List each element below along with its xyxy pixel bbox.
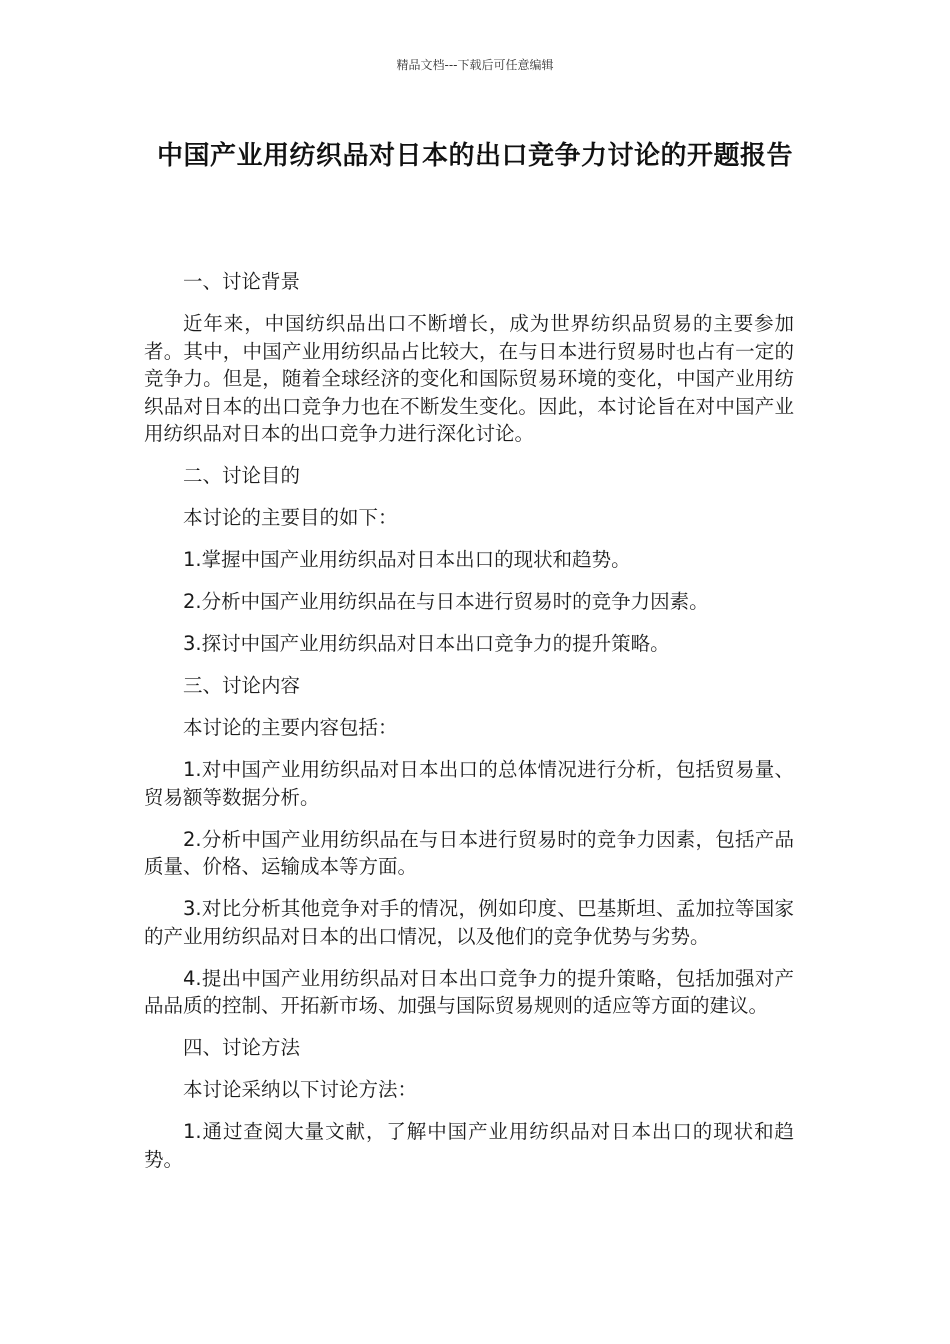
header-note: 精品文档---下载后可任意编辑	[396, 58, 554, 72]
content-item-4: 4.提出中国产业用纺织品对日本出口竞争力的提升策略，包括加强对产品品质的控制、开拓新市场、加强与国际贸易规则的适应等方面的建议。	[144, 966, 794, 1017]
method-intro: 本讨论采纳以下讨论方法：	[183, 1078, 418, 1101]
document-body	[144, 268, 794, 1188]
method-item-1: 1.通过查阅大量文献，了解中国产业用纺织品对日本出口的现状和趋势。	[144, 1120, 794, 1171]
content-item-2: 2.分析中国产业用纺织品在与日本进行贸易时的竞争力因素，包括产品质量、价格、运输成本等方面。	[144, 827, 794, 878]
content-item-1: 1.对中国产业用纺织品对日本出口的总体情况进行分析，包括贸易量、贸易额等数据分析。	[144, 758, 794, 809]
background-paragraph: 近年来，中国纺织品出口不断增长，成为世界纺织品贸易的主要参加者。其中，中国产业用纺织品占比较大，在与日本进行贸易时也占有一定的竞争力。但是，随着全球经济的变化和国际贸易环境的变化，中国产业用纺织品对日本的出口竞争力也在不断发生变化。因此，本讨论旨在对中国产业用纺织品对日本的出口竞争力进行深化讨论。	[144, 312, 794, 445]
section-heading-content: 三、讨论内容	[183, 674, 301, 697]
content-item-3: 3.对比分析其他竞争对手的情况，例如印度、巴基斯坦、孟加拉等国家的产业用纺织品对日本的出口情况，以及他们的竞争优势与劣势。	[144, 897, 794, 948]
section-heading-purpose: 二、讨论目的	[183, 464, 301, 487]
section-heading-method: 四、讨论方法	[183, 1036, 301, 1059]
purpose-item-3: 3.探讨中国产业用纺织品对日本出口竞争力的提升策略。	[183, 632, 670, 655]
content-intro: 本讨论的主要内容包括：	[183, 716, 398, 739]
purpose-item-1: 1.掌握中国产业用纺织品对日本出口的现状和趋势。	[183, 548, 631, 571]
purpose-item-2: 2.分析中国产业用纺织品在与日本进行贸易时的竞争力因素。	[183, 590, 709, 613]
purpose-intro: 本讨论的主要目的如下：	[183, 506, 398, 529]
section-heading-background: 一、讨论背景	[183, 270, 301, 293]
document-title: 中国产业用纺织品对日本的出口竞争力讨论的开题报告	[156, 141, 793, 171]
